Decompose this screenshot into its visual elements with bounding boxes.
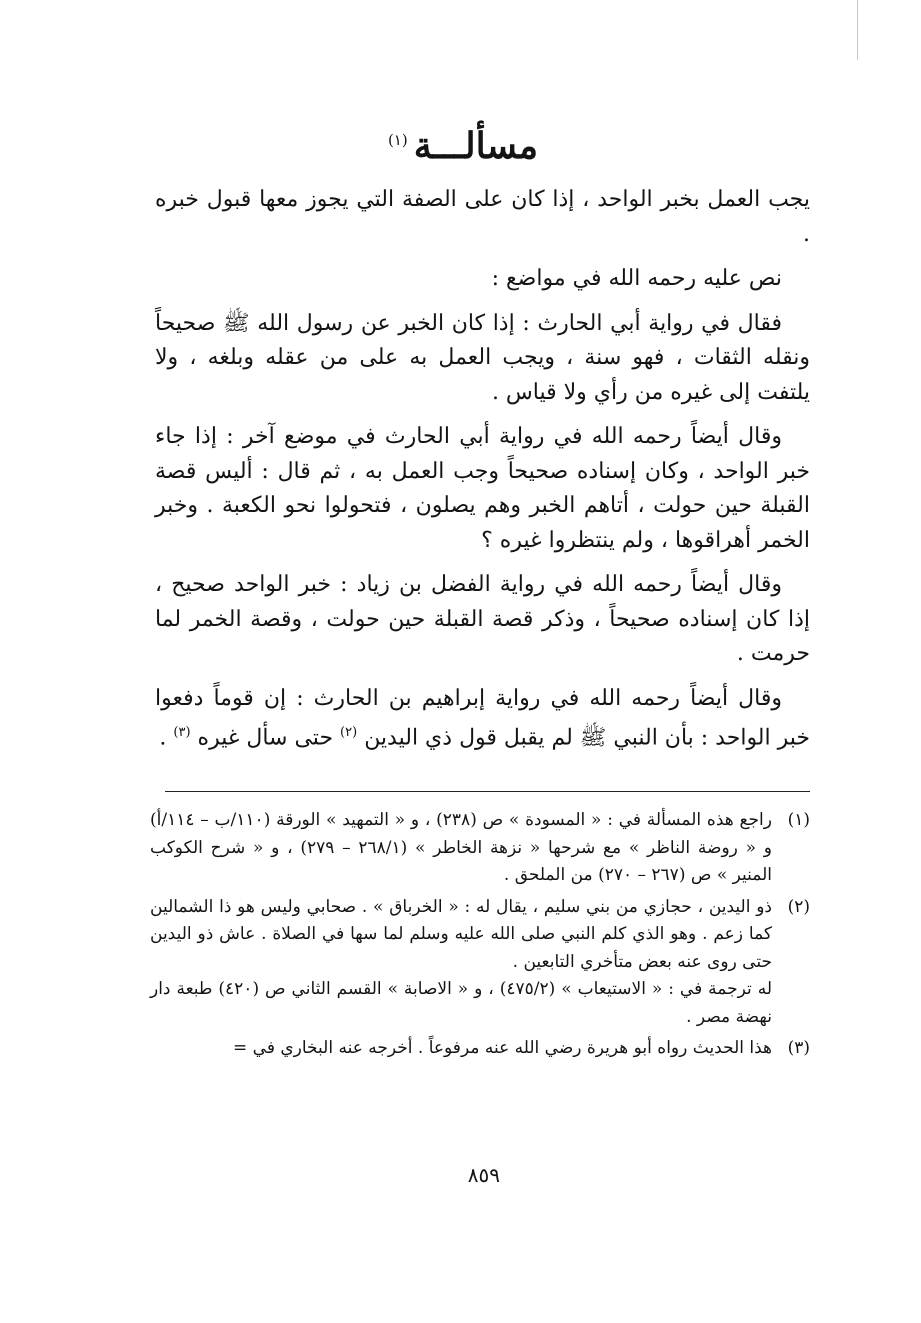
- footnote-marker-3: (٣): [173, 725, 191, 740]
- title-footnote-marker: (١): [387, 131, 408, 149]
- page-number: ٨٥٩: [467, 1163, 500, 1187]
- paragraph-3: فقال في رواية أبي الحارث : إذا كان الخبر عن رسول الله ﷺ صحيحاً ونقله الثقات ، فهو سنة ، ويجب العمل به على من عقله وبلغه ، ولا يلتفت إلى غيره من رأي ولا قياس .: [155, 310, 810, 405]
- footnote-line: له ترجمة في : « الاستيعاب » (٤٧٥/٢) ، و « الاصابة » القسم الثاني ص (٤٢٠) طبعة دار نهضة مصر .: [150, 979, 772, 1027]
- paragraph-4: وقال أيضاً رحمه الله في رواية أبي الحارث في موضع آخر : إذا جاء خبر الواحد ، وكان إسناده صحيحاً وجب العمل به ، ثم قال : أليس قصة القبلة حين حولت ، أتاهم الخبر وهم يصلون ، فتحولوا نحو الكعبة . وخبر الخمر أهراقوها ، ولم ينتظروا غيره ؟: [155, 424, 810, 553]
- page-title: [387, 125, 538, 167]
- footnote-1: [150, 807, 810, 890]
- footnote-2: [150, 894, 810, 1032]
- footnote-line: هذا الحديث رواه أبو هريرة رضي الله عنه مرفوعاً . أخرجه عنه البخاري في =: [233, 1038, 772, 1058]
- paragraph-6: [155, 682, 810, 756]
- footnote-body: [150, 894, 772, 1032]
- footnote-number: (١): [787, 810, 810, 830]
- footnote-line: ذو اليدين ، حجازي من بني سليم ، يقال له : « الخرباق » . صحابي وليس هو ذا الشمالين كما زعم . وهو الذي كلم النبي صلى الله عليه وسلم لما سها في الصلاة . عاش ذو اليدين حتى روى عنه بعض متأخري التابعين .: [150, 896, 772, 972]
- title-text: مسألـــة: [413, 125, 538, 167]
- paragraph-1: يجب العمل بخبر الواحد ، إذا كان على الصفة التي يجوز معها قبول خبره .: [155, 187, 810, 247]
- book-page: [150, 110, 810, 1210]
- paragraph-6-part-1: وقال أيضاً رحمه الله في رواية إبراهيم بن الحارث : إن قوماً دفعوا خبر الواحد : بأن النبي ﷺ لم يقبل قول ذي اليدين: [155, 685, 810, 751]
- footnote-number: (٢): [787, 896, 810, 917]
- footnote-body: [150, 807, 772, 890]
- scan-edge-mark: [857, 0, 858, 60]
- paragraph-2: نص عليه رحمه الله في مواضع :: [491, 266, 782, 291]
- footnote-line: راجع هذه المسألة في : « المسودة » ص (٢٣٨) ، و « التمهيد » الورقة (١١٠/ب – ١١٤/أ) و « روضة الناظر » مع شرحها « نزهة الخاطر » (٢٦٨/١ – ٢٧٩) ، و « شرح الكوكب المنير » ص (٢٦٧ – ٢٧٠) من الملحق .: [150, 810, 772, 885]
- footnote-marker-2: (٢): [340, 725, 358, 740]
- footnote-body: [150, 1035, 772, 1063]
- footnote-number: (٣): [787, 1038, 810, 1058]
- footnote-divider: [165, 791, 810, 792]
- main-text: [155, 183, 810, 766]
- footnotes: [150, 807, 810, 1067]
- paragraph-6-part-3: .: [159, 725, 167, 751]
- footnote-3: [150, 1035, 810, 1063]
- paragraph-6-part-2: حتى سأل غيره: [197, 725, 334, 751]
- paragraph-5: وقال أيضاً رحمه الله في رواية الفضل بن زياد : خبر الواحد صحيح ، إذا كان إسناده صحيحاً ، وذكر قصة القبلة حين حولت ، وقصة الخمر لما حرمت .: [155, 572, 810, 666]
